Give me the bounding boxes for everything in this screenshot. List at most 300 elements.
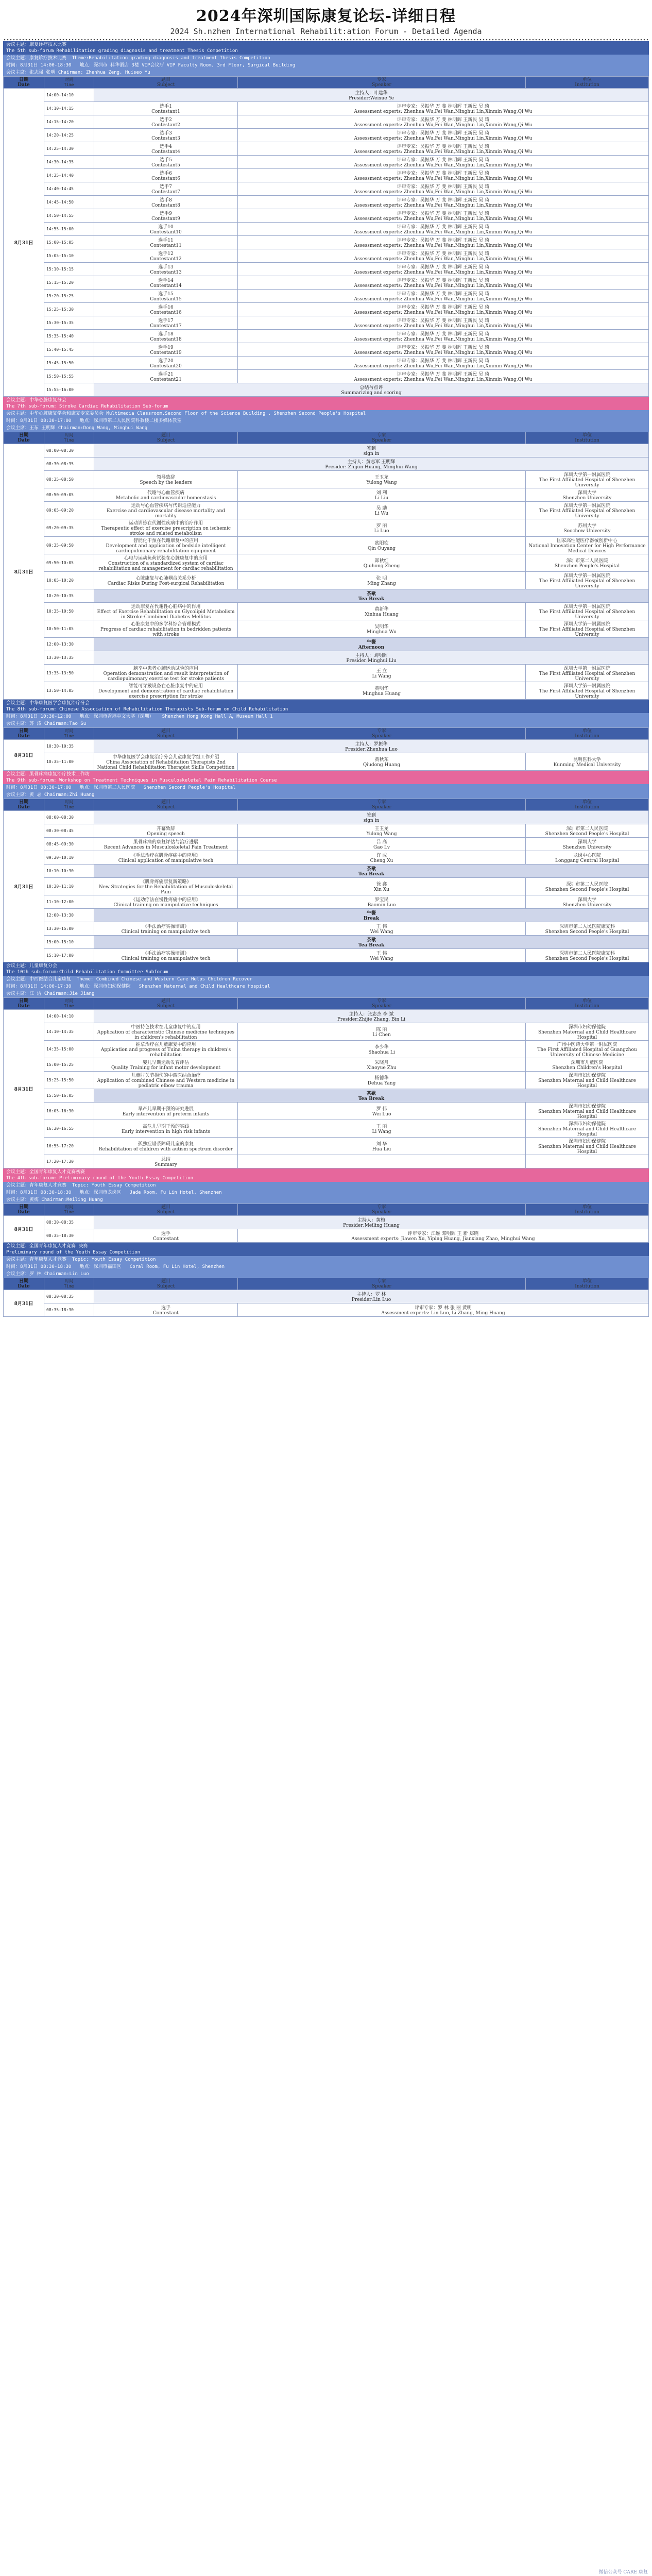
row-time: 09:30-10:10 (44, 851, 94, 865)
row-institution: 深圳市妇幼保健院 Shenzhen Maternal and Child Healthcare Hospital (526, 1072, 649, 1089)
row-subject: 选手2 Contestant2 (94, 115, 238, 129)
row-time: 15:50-16:05 (44, 1089, 94, 1103)
row-presider: 签到 sign in (94, 444, 649, 457)
row-subject: 运动康复在代谢性心脏病中的作用 Effect of Exercise Rehabilitation on Glycolipid Metabolism in Stroke-Combined Diabetes Mellitus (94, 603, 238, 620)
column-header-institution: 单位 Institution (526, 799, 649, 811)
row-subject: 选手5 Contestant5 (94, 156, 238, 169)
row-subject: 《手法治疗在肌骨疼痛中的应用》 Clinical application of manipulative tech (94, 851, 238, 865)
column-header-date: 日期 Date (4, 1204, 44, 1216)
column-header-date: 日期 Date (4, 1278, 44, 1290)
row-speaker: 罗宝民 Baomin Luo (238, 895, 526, 909)
column-header-date: 日期 Date (4, 728, 44, 740)
row-presider: 总结与点评 Summarizing and scoring (94, 383, 649, 397)
column-header-time: 时间 Time (44, 1204, 94, 1216)
row-time: 08:30-08:35 (44, 1216, 94, 1229)
table-row (4, 638, 649, 651)
row-subject: 运动训练在代谢性疾病中的治疗作用 Therapeutic effect of exercise prescription on ischemic stroke and related metabolism (94, 519, 238, 537)
session-date: 8月31日 (4, 1216, 44, 1243)
page-subtitle: 2024 Sh.nzhen International Rehabilit:ation Forum - Detailed Agenda (170, 27, 482, 36)
column-header-time: 时间 Time (44, 728, 94, 740)
table-row (4, 370, 649, 383)
table-row (4, 89, 649, 102)
table-row (4, 851, 649, 865)
table-row (4, 471, 649, 488)
row-subject: 选手12 Contestant12 (94, 249, 238, 263)
table-row (4, 1229, 649, 1243)
table-row (4, 589, 649, 603)
row-institution: 深圳市第二人民医院康复科 Shenzhen Second People's Hospital (526, 922, 649, 936)
row-assessors: 评审专家：吴振华 万 斐 林明辉 王新民 吴 琦 Assessment experts: Zhenhua Wu,Fei Wan,Minghui Lin,Xinmin Wang,Qi Wu (238, 263, 649, 276)
row-time: 08:35-08:50 (44, 471, 94, 488)
row-institution: 深圳市第二人民医院 Shenzhen People's Hospital (526, 554, 649, 572)
table-row (4, 572, 649, 589)
row-presider: 主持人：叶建华 Presider:Weixue Ye (94, 89, 649, 102)
row-subject: 选手1 Contestant1 (94, 102, 238, 115)
row-speaker: 吴 励 Li Wu (238, 502, 526, 519)
session-table (3, 432, 649, 700)
row-subject: 《手法治疗实操培训》 Clinical training on manipulative tech (94, 949, 238, 962)
row-time: 14:40-14:45 (44, 182, 94, 196)
session-date: 8月31日 (4, 740, 44, 771)
row-subject: 选手10 Contestant10 (94, 223, 238, 236)
row-subject: 中华康复医学会康复治疗分会儿童康复学组工作介绍 China Association of Rehabilitation Therapists 2nd National Child Rehabilitation Therapist Skills Competition (94, 753, 238, 771)
row-subject: 选手 Contestant (94, 1229, 238, 1243)
row-assessors: 评审专家：江维 邓明辉 王 新 郑晓 Assessment experts: Jiawen Xu, Yiping Huang, Jianxiang Zhao, Minghui Wang (238, 1229, 649, 1243)
column-header-speaker: 专家 Speaker (238, 432, 526, 444)
section-info-line: 时间：8月31日 14:00-18:30 地点：深圳市 科华酒店 3楼 VIP会议厅 VIP Faculty Room, 3rd Floor, Surgical Building (3, 62, 649, 69)
row-speaker: 刘 华 Hua Liu (238, 1138, 526, 1155)
row-speaker: 王玉龙 Yulong Wang (238, 471, 526, 488)
row-subject: 高危儿早期干预的实践 Early intervention in high risk infants (94, 1120, 238, 1138)
row-presider: 主持人：黄梅 Presider:Meiling Huang (94, 1216, 649, 1229)
table-row (4, 682, 649, 700)
section-chair: 会议主席：黄 志 Chairman:Zhi Huang (3, 791, 649, 799)
row-speaker: 王 伟 Wei Wang (238, 949, 526, 962)
row-time: 10:30-10:35 (44, 740, 94, 753)
row-subject: 运动与心血管疾病与代谢适应能力 Exercise and cardiovascular disease mortality and mortality (94, 502, 238, 519)
row-assessors: 评审专家：吴振华 万 斐 林明辉 王新民 吴 琦 Assessment experts: Zhenhua Wu,Fei Wan,Minghui Lin,Xinmin Wang,Qi Wu (238, 236, 649, 249)
table-row (4, 909, 649, 922)
row-assessors: 评审专家：吴振华 万 斐 林明辉 王新民 吴 琦 Assessment experts: Zhenhua Wu,Fei Wan,Minghui Lin,Xinmin Wang,Qi Wu (238, 223, 649, 236)
section-title: 会议主题：全国青年康复人才竞赛初赛 The 4th sub-forum: Preliminary round of the Youth Essay Competition (3, 1168, 649, 1182)
section-info-line: 会议主题：康复诊疗技术比赛 Theme:Rehabilitation grading diagnosis and treatment Thesis Competition (3, 55, 649, 62)
table-row (4, 1023, 649, 1041)
row-subject: 选手14 Contestant14 (94, 276, 238, 290)
row-subject: 选手15 Contestant15 (94, 290, 238, 303)
table-row (4, 936, 649, 949)
row-subject: 心电与运动负荷试验在心脏康复中的应用 Construction of a standardized system of cardiac rehabilitation and management for cardiac rehabilitation (94, 554, 238, 572)
table-row (4, 169, 649, 182)
row-subject: 选手19 Contestant19 (94, 343, 238, 357)
row-subject: 《手法治疗实操培训》 Clinical training on manipulative tech (94, 922, 238, 936)
table-row (4, 1138, 649, 1155)
column-header-subject: 题目 Subject (94, 728, 238, 740)
row-subject: 推拿治疗在儿童康复中的应用 Application and progress of Tuina therapy in children's rehabilitation (94, 1041, 238, 1058)
row-subject: 选手18 Contestant18 (94, 330, 238, 343)
table-row (4, 1155, 649, 1168)
table-header-row (4, 728, 649, 740)
row-time: 16:55-17:20 (44, 1138, 94, 1155)
section-chair: 会议主席：张志强 张明 Chairman: Zhenhua Zeng, Huiseo Yu (3, 69, 649, 76)
column-header-date: 日期 Date (4, 998, 44, 1010)
row-assessors: 评审专家：吴振华 万 斐 林明辉 王新民 吴 琦 Assessment experts: Zhenhua Wu,Fei Wan,Minghui Lin,Xinmin Wang,Qi Wu (238, 156, 649, 169)
row-time: 13:30-15:00 (44, 922, 94, 936)
row-institution: 深圳大学第一附属医院 The First Affiliated Hospital of Shenzhen University (526, 471, 649, 488)
row-time: 15:15-15:20 (44, 276, 94, 290)
row-time: 10:20-10:35 (44, 589, 94, 603)
row-presider: 主持人：张志杰 李 斌 Presider:Zhijie Zhang, Bin Li (94, 1010, 649, 1023)
row-speaker: 吕 高 Gao Lv (238, 838, 526, 851)
row-speaker: 黄明华 Minghua Huang (238, 682, 526, 700)
row-speaker: 李少华 Shaohua Li (238, 1041, 526, 1058)
row-subject: 选手20 Contestant20 (94, 357, 238, 370)
row-time: 15:45-15:50 (44, 357, 94, 370)
column-header-speaker: 专家 Speaker (238, 1278, 526, 1290)
row-institution: 深圳大学 Shenzhen University (526, 488, 649, 502)
row-institution: 深圳大学 Shenzhen University (526, 838, 649, 851)
table-row (4, 383, 649, 397)
row-time: 15:50-15:55 (44, 370, 94, 383)
table-row (4, 603, 649, 620)
table-header-row (4, 77, 649, 89)
row-time: 15:30-15:35 (44, 316, 94, 330)
table-header-row (4, 1204, 649, 1216)
row-subject: 选手7 Contestant7 (94, 182, 238, 196)
row-time: 10:50-11:05 (44, 620, 94, 638)
row-speaker: 王 立 Li Wang (238, 665, 526, 682)
row-subject: 脑卒中患者心肺运动试验的应用 Operation demonstration and result interpretation of cardiopulmonary exercise test for stroke patients (94, 665, 238, 682)
row-break: 茶歇 Tea Break (94, 1089, 649, 1103)
row-speaker: 郑秋红 Qiuhong Zheng (238, 554, 526, 572)
session-table-wrapper (3, 432, 649, 700)
table-row (4, 502, 649, 519)
row-institution: 深圳大学第一附属医院 The First Affiliated Hospital of Shenzhen University (526, 502, 649, 519)
row-time: 15:35-15:40 (44, 330, 94, 343)
table-row (4, 290, 649, 303)
row-break: 茶歇 Tea Break (94, 865, 649, 878)
row-subject: 开幕致辞 Opening speech (94, 824, 238, 838)
session-date: 8月31日 (4, 444, 44, 700)
column-header-subject: 题目 Subject (94, 998, 238, 1010)
row-time: 10:35-11:00 (44, 753, 94, 771)
row-assessors: 评审专家：吴振华 万 斐 林明辉 王新民 吴 琦 Assessment experts: Zhenhua Wu,Fei Wan,Minghui Lin,Xinmin Wang,Qi Wu (238, 276, 649, 290)
row-time: 09:35-09:50 (44, 537, 94, 554)
row-subject: 孤独症谱系障碍儿童的康复 Rehabilitation of children with autism spectrum disorder (94, 1138, 238, 1155)
row-speaker: 罗 伟 Wei Luo (238, 1103, 526, 1120)
section-info-line: 会议主题：青年康复人才竞赛 Topic: Youth Essay Competition (3, 1182, 649, 1189)
table-row (4, 444, 649, 457)
row-time: 14:50-14:55 (44, 209, 94, 223)
row-time: 10:05-10:20 (44, 572, 94, 589)
session-table-wrapper (3, 727, 649, 771)
section-title: 会议主题：全国青年康复人才竞赛 决赛 Preliminary round of the Youth Essay Competition (3, 1243, 649, 1256)
row-subject: 婴儿早期运动发育评估 Quality Training for infant motor development (94, 1058, 238, 1072)
row-assessors: 评审专家：吴振华 万 斐 林明辉 王新民 吴 琦 Assessment experts: Zhenhua Wu,Fei Wan,Minghui Lin,Xinmin Wang,Qi Wu (238, 142, 649, 156)
table-header-row (4, 1278, 649, 1290)
table-row (4, 129, 649, 142)
row-assessors: 评审专家：吴振华 万 斐 林明辉 王新民 吴 琦 Assessment experts: Zhenhua Wu,Fei Wan,Minghui Lin,Xinmin Wang,Qi Wu (238, 115, 649, 129)
row-time: 15:25-15:30 (44, 303, 94, 316)
row-subject: 选手11 Contestant11 (94, 236, 238, 249)
table-row (4, 156, 649, 169)
column-header-speaker: 专家 Speaker (238, 998, 526, 1010)
page-title: 2024年深圳国际康复论坛-详细日程 (196, 7, 456, 25)
session-date: 8月31日 (4, 1010, 44, 1168)
agenda-container (0, 41, 652, 1317)
column-header-time: 时间 Time (44, 799, 94, 811)
row-institution: 深圳市第二人民医院 Shenzhen Second People's Hospital (526, 878, 649, 895)
row-speaker: 黄新华 Xinhua Huang (238, 603, 526, 620)
table-row (4, 330, 649, 343)
row-subject: 儿童肘关节损伤的中西医结合治疗 Application of combined Chinese and Western medicine in pediatric elbow trauma (94, 1072, 238, 1089)
session-table (3, 727, 649, 771)
table-row (4, 620, 649, 638)
row-subject: 选手8 Contestant8 (94, 196, 238, 209)
column-header-subject: 题目 Subject (94, 1204, 238, 1216)
column-header-institution: 单位 Institution (526, 728, 649, 740)
row-assessors: 评审专家：吴振华 万 斐 林明辉 王新民 吴 琦 Assessment experts: Zhenhua Wu,Fei Wan,Minghui Lin,Xinmin Wang,Qi Wu (238, 196, 649, 209)
table-row (4, 488, 649, 502)
section-chair: 会议主席：王东 王明辉 Chairman:Dong Wang, Minghui Wang (3, 425, 649, 432)
row-assessors: 评审专家：吴振华 万 斐 林明辉 王新民 吴 琦 Assessment experts: Zhenhua Wu,Fei Wan,Minghui Lin,Xinmin Wang,Qi Wu (238, 370, 649, 383)
section-title: 会议主题：中华康复医学会康复治疗分会 The 8th sub-forum: Chinese Association of Rehabilitation Therapists Sub-forum on Child Rehabilitation (3, 700, 649, 713)
section-title: 会议主题：中华心脏康复分会 The 7th sub-forum: Stroke Cardiac Rehabilitation Sub-forum (3, 397, 649, 410)
table-row (4, 922, 649, 936)
session-table (3, 799, 649, 962)
row-time: 15:40-15:45 (44, 343, 94, 357)
footer-logo: 微信公众号 CARE 康复 (598, 2570, 648, 2575)
row-time: 08:30-08:35 (44, 1290, 94, 1303)
table-row (4, 115, 649, 129)
row-subject: 选手13 Contestant13 (94, 263, 238, 276)
table-row (4, 824, 649, 838)
row-time: 15:10-17:00 (44, 949, 94, 962)
row-institution: 广州中医药大学第一附属医院 The First Affiliated Hospital of Guangzhou University of Chinese Medicine (526, 1041, 649, 1058)
row-time: 15:25-15:50 (44, 1072, 94, 1089)
row-institution: 昆明医科大学 Kunming Medical University (526, 753, 649, 771)
row-subject: 选手3 Contestant3 (94, 129, 238, 142)
table-row (4, 1058, 649, 1072)
row-time: 10:30-11:10 (44, 878, 94, 895)
row-subject: 智能化干预在代谢康复中的应用 Development and application of bedside intelligent cardiopulmonary rehabilitation equipment (94, 537, 238, 554)
session-table (3, 76, 649, 397)
row-time: 14:25-14:30 (44, 142, 94, 156)
row-institution: 深圳市第二人民医院 Shenzhen Second People's Hospital (526, 824, 649, 838)
table-row (4, 554, 649, 572)
session-table-wrapper (3, 76, 649, 397)
row-assessors: 评审专家：吴振华 万 斐 林明辉 王新民 吴 琦 Assessment experts: Zhenhua Wu,Fei Wan,Minghui Lin,Xinmin Wang,Qi Wu (238, 343, 649, 357)
row-institution: 深圳市妇幼保健院 Shenzhen Maternal and Child Healthcare Hospital (526, 1120, 649, 1138)
row-institution: 深圳市第二人民医院康复科 Shenzhen Second People's Hospital (526, 949, 649, 962)
row-time: 15:55-16:00 (44, 383, 94, 397)
row-time: 08:35-18:30 (44, 1229, 94, 1243)
row-assessors: 评审专家：吴振华 万 斐 林明辉 王新民 吴 琦 Assessment experts: Zhenhua Wu,Fei Wan,Minghui Lin,Xinmin Wang,Qi Wu (238, 330, 649, 343)
table-header-row (4, 799, 649, 811)
column-header-time: 时间 Time (44, 1278, 94, 1290)
row-presider: 主持人：黄志军 王明辉 Presider: Zhijun Huang, Minghui Wang (94, 457, 649, 471)
row-speaker: 欧阳钦 Qin Ouyang (238, 537, 526, 554)
row-subject: 领导致辞 Speech by the leaders (94, 471, 238, 488)
table-row (4, 838, 649, 851)
table-row (4, 1072, 649, 1089)
row-break: 午餐 Break (94, 909, 649, 922)
table-row (4, 1216, 649, 1229)
row-time: 10:10-10:30 (44, 865, 94, 878)
row-speaker: 徐 鑫 Xin Xu (238, 878, 526, 895)
row-speaker: 黄秋东 Qiudong Huang (238, 753, 526, 771)
row-time: 09:05-09:20 (44, 502, 94, 519)
row-assessors: 评审专家：吴振华 万 斐 林明辉 王新民 吴 琦 Assessment experts: Zhenhua Wu,Fei Wan,Minghui Lin,Xinmin Wang,Qi Wu (238, 357, 649, 370)
row-time: 13:30-13:35 (44, 651, 94, 665)
section-chair: 会议主席：罗 林 Chairman:Lin Luo (3, 1270, 649, 1278)
column-header-speaker: 专家 Speaker (238, 728, 526, 740)
row-subject: 智能可穿戴设备在心脏康复中的应用 Development and demonstration of cardiac rehabilitation exercise prescription for stroke (94, 682, 238, 700)
row-time: 16:30-16:55 (44, 1120, 94, 1138)
table-row (4, 457, 649, 471)
session-date: 8月31日 (4, 811, 44, 962)
row-time: 15:00-15:10 (44, 936, 94, 949)
row-subject: 总结 Summary (94, 1155, 238, 1168)
row-time: 12:00-13:30 (44, 638, 94, 651)
section-info-line: 时间：8月31日 14:00-17:30 地点：深圳市妇幼保健院 Shenzhen Maternal and Child Healthcare Hospital (3, 983, 649, 990)
row-time: 15:20-15:25 (44, 290, 94, 303)
row-subject: 早产儿早期干预的研究进展 Early intervention of preterm infants (94, 1103, 238, 1120)
row-institution: 深圳市妇幼保健院 Shenzhen Maternal and Child Healthcare Hospital (526, 1138, 649, 1155)
row-subject: 选手21 Contestant21 (94, 370, 238, 383)
row-presider: 主持人：罗振华 Presider:Zhenhua Luo (94, 740, 649, 753)
table-row (4, 865, 649, 878)
table-row (4, 196, 649, 209)
row-subject: 中医特色技术在儿童康复中的应用 Application of characteristic Chinese medicine techniques in children's rehabilitation (94, 1023, 238, 1041)
section-chair: 会议主席：苏 涛 Chairman:Tao Su (3, 720, 649, 727)
section-info-line: 时间：8月31日 10:30-12:00 地点：深圳市香港中文大学（深圳） Shenzhen Hong Kong Hall A，Museum Hall 1 (3, 713, 649, 720)
row-time: 13:50-14:05 (44, 682, 94, 700)
session-date: 8月31日 (4, 89, 44, 397)
row-time: 08:35-18:30 (44, 1303, 94, 1317)
row-institution (526, 1155, 649, 1168)
row-assessors: 评审专家：吴振华 万 斐 林明辉 王新民 吴 琦 Assessment experts: Zhenhua Wu,Fei Wan,Minghui Lin,Xinmin Wang,Qi Wu (238, 169, 649, 182)
table-row (4, 519, 649, 537)
table-header-row (4, 998, 649, 1010)
row-subject: 《肌骨疼痛康复新策略》 New Strategies for the Rehabilitation of Musculoskeletal Pain (94, 878, 238, 895)
column-header-subject: 题目 Subject (94, 77, 238, 89)
row-subject: 肌骨疼痛的康复评估与治疗进展 Recent Advances in Musculoskeletal Pain Treatment (94, 838, 238, 851)
row-institution: 深圳大学第一附属医院 The First Affiliated Hospital of Shenzhen University (526, 620, 649, 638)
section-info-line: 会议主题：青年康复人才竞赛 Topic: Youth Essay Competition (3, 1256, 649, 1263)
row-time: 09:20-09:35 (44, 519, 94, 537)
table-row (4, 651, 649, 665)
section-info-line: 时间：8月31日 08:30-17:00 地点：深圳市第二人民医院 Shenzhen Second People's Hospital (3, 784, 649, 791)
table-row (4, 236, 649, 249)
column-header-date: 日期 Date (4, 799, 44, 811)
row-subject: 选手6 Contestant6 (94, 169, 238, 182)
column-header-speaker: 专家 Speaker (238, 1204, 526, 1216)
row-assessors: 评审专家：吴振华 万 斐 林明辉 王新民 吴 琦 Assessment experts: Zhenhua Wu,Fei Wan,Minghui Lin,Xinmin Wang,Qi Wu (238, 303, 649, 316)
table-row (4, 1103, 649, 1120)
table-row (4, 1120, 649, 1138)
section-info-line: 会议主题：中西医结合儿童康复 Theme: Combined Chinese and Western Care Helps Children Recover (3, 976, 649, 983)
row-speaker (238, 1155, 526, 1168)
table-row (4, 316, 649, 330)
row-subject: 选手17 Contestant17 (94, 316, 238, 330)
row-speaker: 王 伟 Wei Wang (238, 922, 526, 936)
column-header-time: 时间 Time (44, 77, 94, 89)
row-assessors: 评审专家：吴振华 万 斐 林明辉 王新民 吴 琦 Assessment experts: Zhenhua Wu,Fei Wan,Minghui Lin,Xinmin Wang,Qi Wu (238, 316, 649, 330)
row-assessors: 评审专家：吴振华 万 斐 林明辉 王新民 吴 琦 Assessment experts: Zhenhua Wu,Fei Wan,Minghui Lin,Xinmin Wang,Qi Wu (238, 182, 649, 196)
row-time: 15:10-15:15 (44, 263, 94, 276)
table-row (4, 665, 649, 682)
row-time: 14:20-14:25 (44, 129, 94, 142)
row-time: 14:00-14:10 (44, 1010, 94, 1023)
row-time: 10:35-10:50 (44, 603, 94, 620)
column-header-speaker: 专家 Speaker (238, 77, 526, 89)
row-speaker: 王 丽 Li Wang (238, 1120, 526, 1138)
section-info-line: 时间：8月31日 08:30-17:00 地点：深圳市第二人民医院科教楼二楼多媒体教室 (3, 417, 649, 425)
row-speaker: 王玉龙 Yulong Wang (238, 824, 526, 838)
table-row (4, 1010, 649, 1023)
session-table (3, 997, 649, 1168)
row-assessors: 评审专家：吴振华 万 斐 林明辉 王新民 吴 琦 Assessment experts: Zhenhua Wu,Fei Wan,Minghui Lin,Xinmin Wang,Qi Wu (238, 129, 649, 142)
table-row (4, 357, 649, 370)
row-institution: 深圳大学第一附属医院 The First Affiliated Hospital of Shenzhen University (526, 665, 649, 682)
row-time: 16:05-16:30 (44, 1103, 94, 1120)
table-row (4, 949, 649, 962)
section-info-line: 时间：8月31日 08:30-18:30 地点：深圳市福田区 Coral Room, Fu Lin Hotel, Shenzhen (3, 1263, 649, 1270)
row-break: 茶歇 Tea Break (94, 936, 649, 949)
section-chair: 会议主席：江 洁 Chairman:Jie Jiang (3, 990, 649, 997)
row-time: 14:55-15:00 (44, 223, 94, 236)
table-row (4, 102, 649, 115)
row-subject: 心脏康复与心肺耦合关系分析 Cardiac Risks During Post-surgical Rehabilitation (94, 572, 238, 589)
section-title: 会议主题：儿童康复分会 The 10th sub-forum:Child Rehabilitation Committee Subforum (3, 962, 649, 976)
row-presider: 签到 sign in (94, 811, 649, 824)
column-header-date: 日期 Date (4, 432, 44, 444)
session-table (3, 1204, 649, 1243)
row-speaker: 张 明 Ming Zhang (238, 572, 526, 589)
row-time: 13:35-13:50 (44, 665, 94, 682)
row-break: 午餐 Afternoon (94, 638, 649, 651)
column-header-institution: 单位 Institution (526, 1278, 649, 1290)
section-chair: 会议主席：黄梅 Chairman:Meiling Huang (3, 1196, 649, 1204)
table-row (4, 753, 649, 771)
row-time: 08:45-09:30 (44, 838, 94, 851)
table-row (4, 1303, 649, 1317)
row-subject: 代谢与心血管疾病 Metabolic and cardiovascular homeostasis (94, 488, 238, 502)
row-subject: 《运动疗法在慢性疼痛中的应用》 Clinical training on manipulative techniques (94, 895, 238, 909)
section-info-line: 会议主题：中华心脏康复学会和康复专家委员会 Multimedia Classroom,Second Floor of the Science Building , Shenzhen Second People's Hospital (3, 410, 649, 417)
row-time: 17:20-17:30 (44, 1155, 94, 1168)
column-header-institution: 单位 Institution (526, 432, 649, 444)
row-subject: 选手16 Contestant16 (94, 303, 238, 316)
row-assessors: 评审专家：吴振华 万 斐 林明辉 王新民 吴 琦 Assessment experts: Zhenhua Wu,Fei Wan,Minghui Lin,Xinmin Wang,Qi Wu (238, 249, 649, 263)
table-row (4, 223, 649, 236)
table-header-row (4, 432, 649, 444)
row-time: 14:10-14:15 (44, 102, 94, 115)
row-time: 14:35-15:00 (44, 1041, 94, 1058)
row-time: 15:00-15:05 (44, 236, 94, 249)
row-time: 14:10-14:35 (44, 1023, 94, 1041)
row-time: 11:10-12:00 (44, 895, 94, 909)
row-speaker: 陈 丽 Li Chen (238, 1023, 526, 1041)
row-presider: 主持人：罗 林 Presider:Lin Luo (94, 1290, 649, 1303)
column-header-time: 时间 Time (44, 998, 94, 1010)
row-time: 14:45-14:50 (44, 196, 94, 209)
table-row (4, 142, 649, 156)
row-speaker: 许 成 Cheng Xu (238, 851, 526, 865)
column-header-subject: 题目 Subject (94, 1278, 238, 1290)
row-speaker: 罗 丽 Li Luo (238, 519, 526, 537)
section-title: 会议主题：康复诊疗技术比赛 The 5th sub-forum Rehabilitation grading diagnosis and treatment Thesis Competition (3, 41, 649, 55)
